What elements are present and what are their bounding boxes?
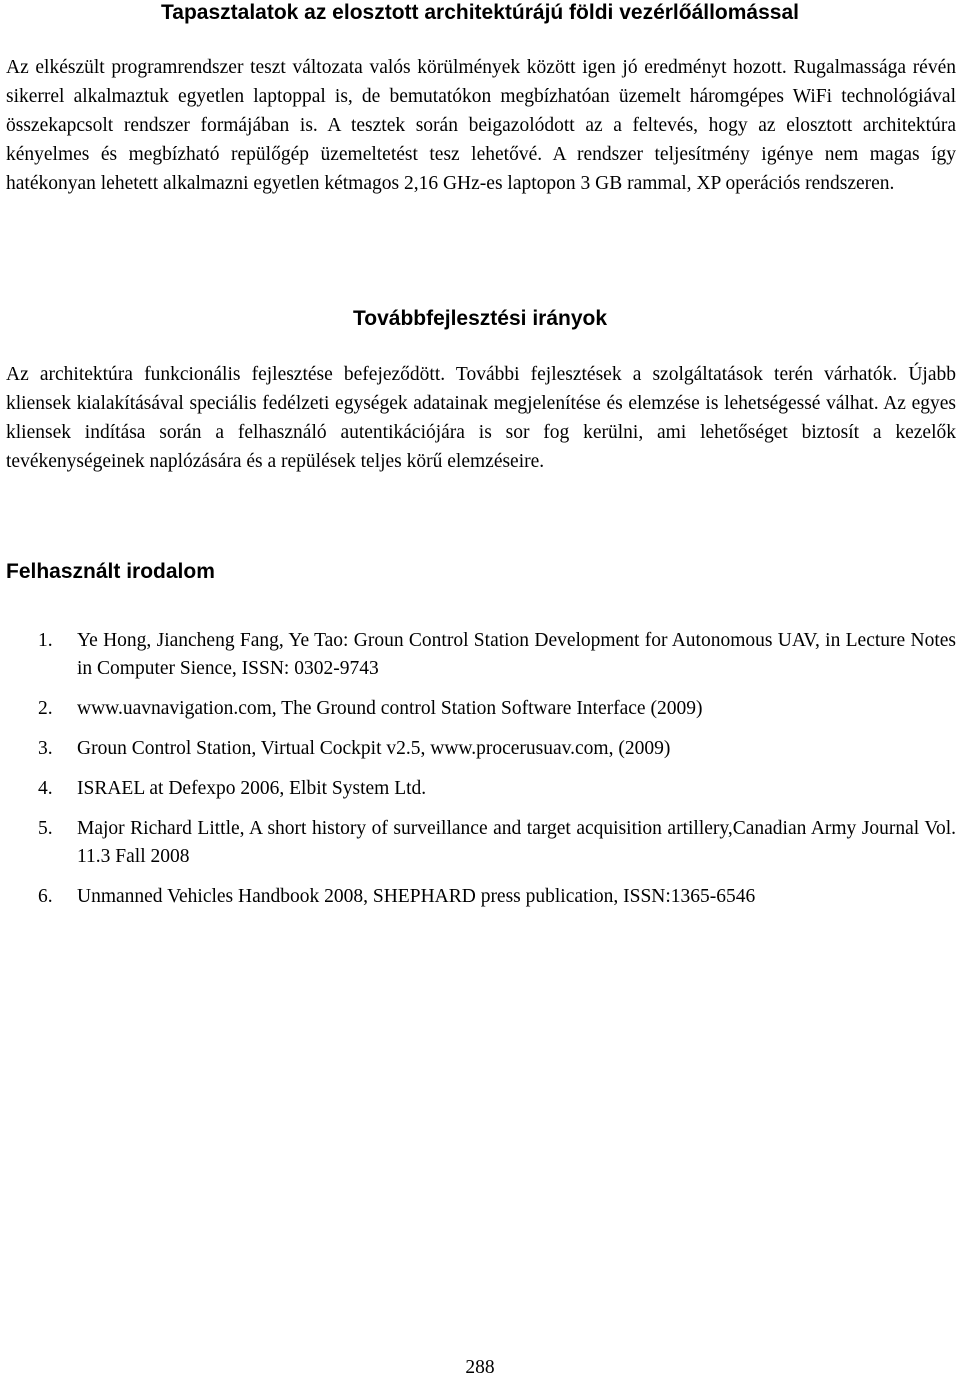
reference-number: 5. bbox=[38, 818, 53, 839]
reference-list bbox=[0, 627, 960, 923]
reference-text: Unmanned Vehicles Handbook 2008, SHEPHARD press publication, ISSN:1365-6546 bbox=[77, 886, 756, 907]
page-number: 288 bbox=[465, 1357, 495, 1378]
reference-number: 4. bbox=[38, 778, 53, 799]
reference-item bbox=[0, 735, 960, 763]
reference-text: ISRAEL at Defexpo 2006, Elbit System Ltd. bbox=[77, 778, 427, 799]
reference-item bbox=[0, 695, 960, 723]
reference-number: 6. bbox=[38, 886, 53, 907]
reference-text: Major Richard Little, A short history of surveillance and target acquisition artillery,Canadian Army Journal Vol. 11.3 Fall 2008 bbox=[77, 818, 956, 867]
reference-text: Groun Control Station, Virtual Cockpit v2.5, www.procerusuav.com, (2009) bbox=[77, 738, 671, 759]
reference-text: Ye Hong, Jiancheng Fang, Ye Tao: Groun Control Station Development for Autonomous UAV, in Lecture Notes in Computer Sience, ISSN: 0302-9743 bbox=[77, 630, 956, 679]
reference-item bbox=[0, 883, 960, 911]
reference-item bbox=[0, 627, 960, 683]
section-heading-future: Továbbfejlesztési irányok bbox=[352, 307, 608, 330]
reference-item bbox=[0, 775, 960, 803]
reference-text: www.uavnavigation.com, The Ground control Station Software Interface (2009) bbox=[77, 698, 703, 719]
reference-number: 2. bbox=[38, 698, 53, 719]
reference-number: 3. bbox=[38, 738, 53, 759]
section-heading-experience: Tapasztalatok az elosztott architektúrájú földi vezérlőállomással bbox=[161, 1, 799, 24]
experience-paragraph: Az elkészült programrendszer teszt változata valós körülmények között igen jó eredményt hozott. Rugalmassága révén sikerrel alkalmaztuk egyetlen laptoppal is, de bemutatókon megbízhatóan üzemelt háromgépes WiFi technológiával összekapcsolt rendszer formájában is. A tesztek során beigazolódott az a feltevés, hogy az elosztott architektúra kényelmes és megbízható repülőgép üzemeltetést tesz lehetővé. A rendszer teljesítmény igénye nem magas így hatékonyan lehetett alkalmazni egyetlen kétmagos 2,16 GHz-es laptopon 3 GB rammal, XP operációs rendszeren. bbox=[6, 57, 956, 194]
reference-item bbox=[0, 815, 960, 871]
reference-number: 1. bbox=[38, 630, 53, 651]
section-heading-references: Felhasznált irodalom bbox=[6, 560, 215, 583]
future-paragraph: Az architektúra funkcionális fejlesztése befejeződött. További fejlesztések a szolgáltatások terén várhatók. Újabb kliensek kialakításával speciális fedélzeti egységek adatainak megjelenítése és elemzése is lehetségessé válhat. Az egyes kliensek indítása során a felhasználó autentikációjára is sor fog kerülni, ami lehetőséget biztosít a kezelők tevékenységeinek naplózására és a repülések teljes körű elemzéseire. bbox=[6, 364, 956, 472]
